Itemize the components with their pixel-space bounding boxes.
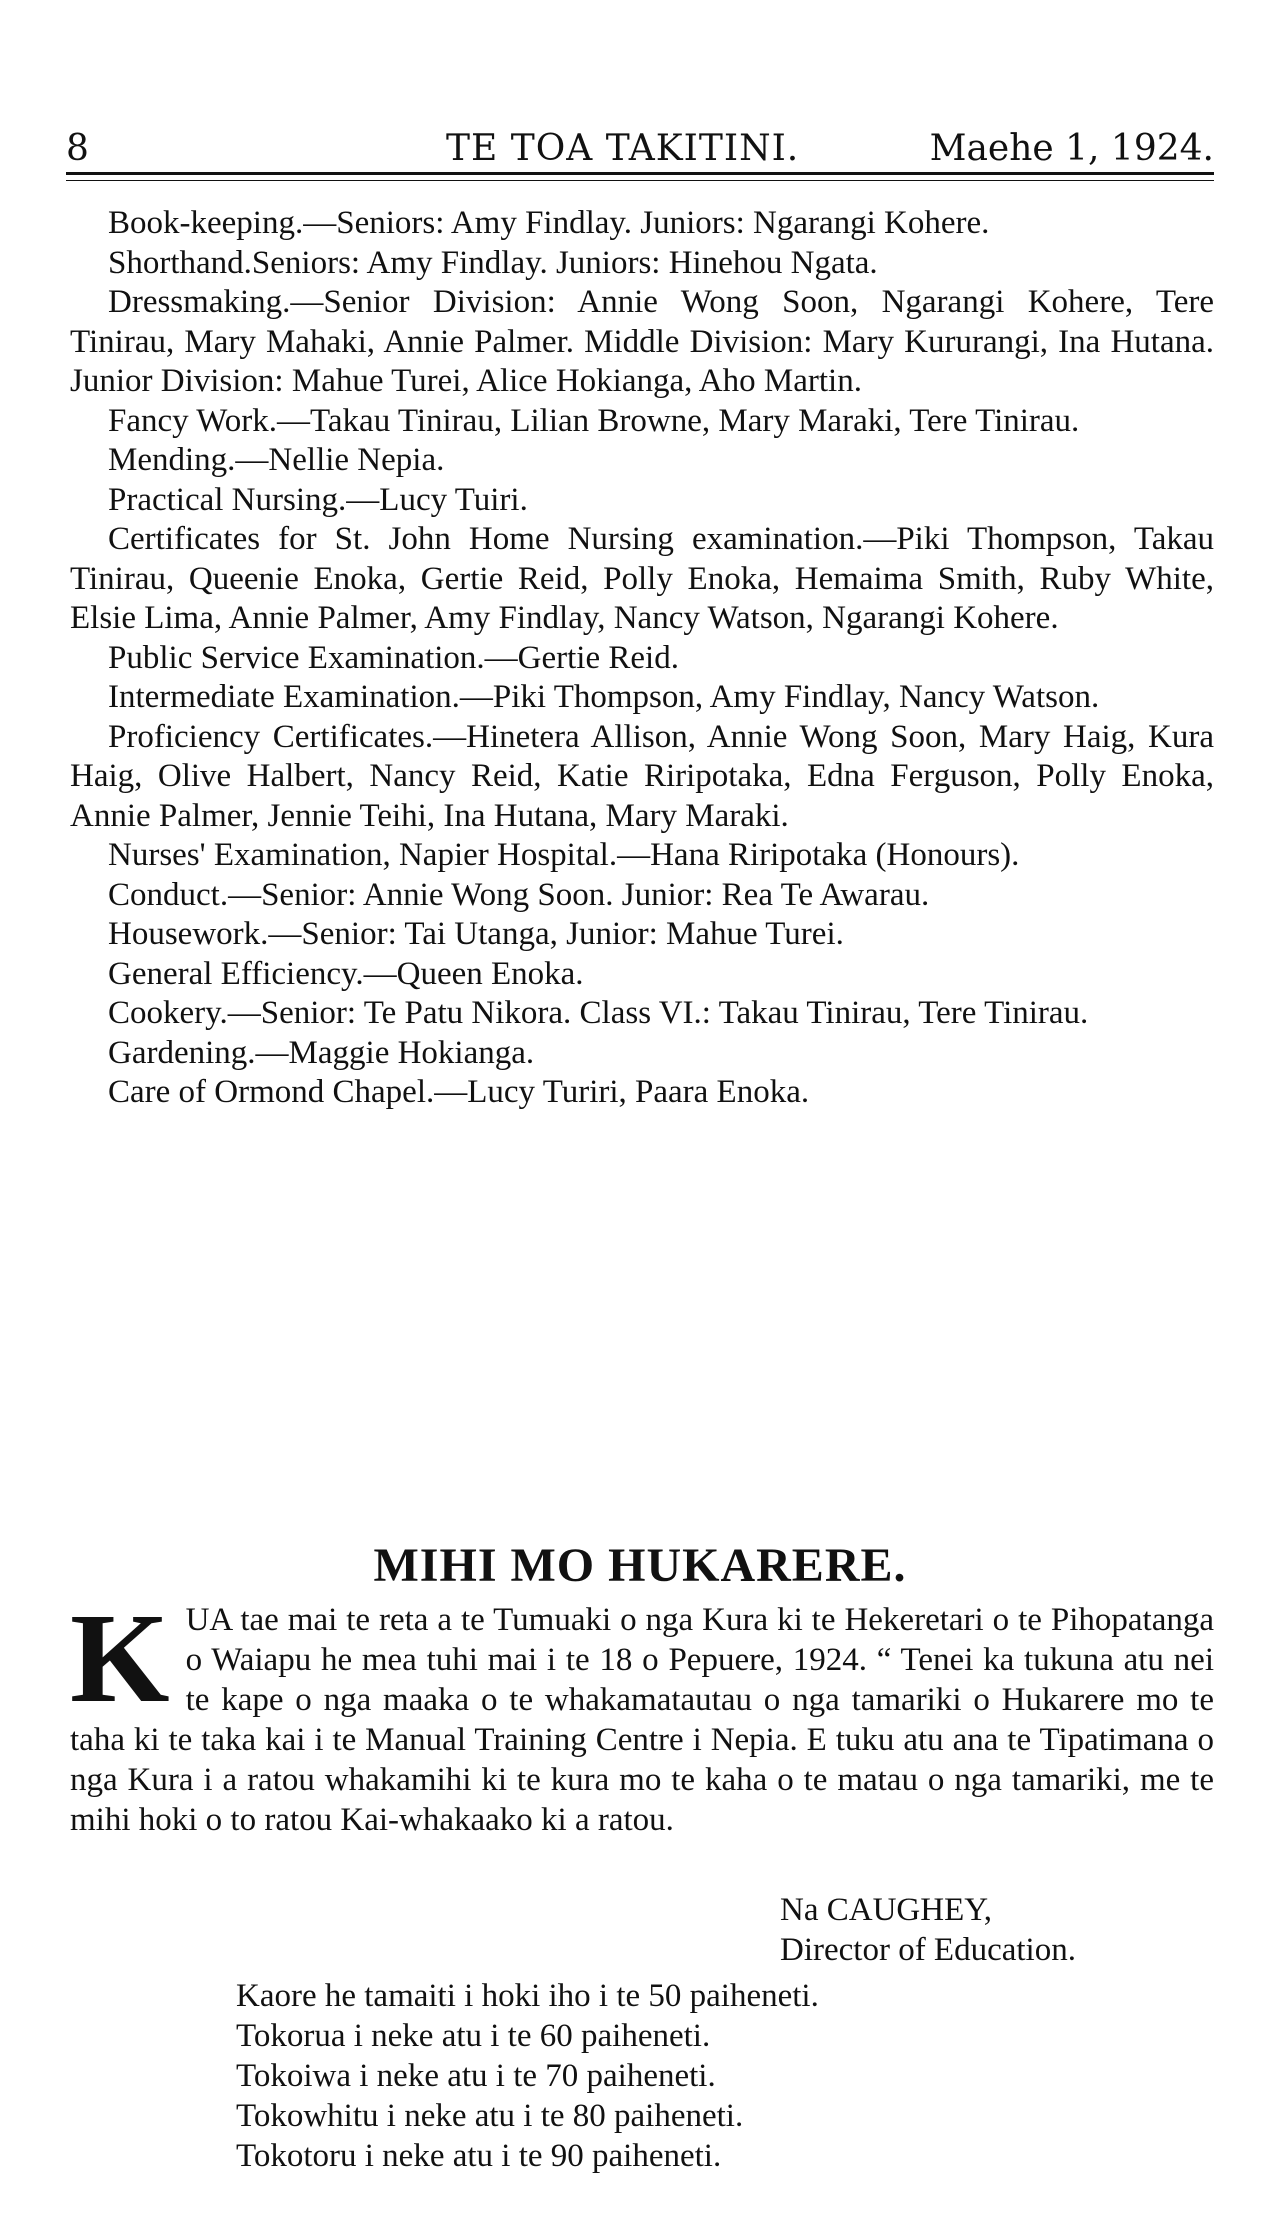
award-entry [70,955,1214,995]
publication-title: TE TOA TAKITINI. [446,128,800,169]
award-category: Shorthand. [108,244,252,281]
award-category: Certificates for St. John Home Nursing examination. [108,521,864,557]
award-entry [70,876,1214,916]
signature-name: Na CAUGHEY, [780,1892,993,1928]
result-line: Kaore he tamaiti i hoki iho i te 50 paiheneti. [236,1978,819,2014]
award-text: Seniors: Amy Findlay. Juniors: Hinehou Ngata. [251,244,878,281]
signature-block [780,1890,1076,1970]
award-entry [70,441,1214,481]
award-category: Cookery. [108,995,228,1031]
award-category: Proficiency Certificates. [108,718,434,755]
award-text: —Maggie Hokianga. [255,1034,535,1071]
section-title: MIHI MO HUKARERE. [373,1539,907,1592]
signature-title: Director of Education. [780,1932,1076,1968]
award-text: —Nellie Nepia. [235,442,445,478]
award-category: Mending. [108,442,236,478]
result-line: Tokotoru i neke atu i te 90 paiheneti. [236,2138,722,2174]
awards-list [70,204,1214,1113]
award-category: Dressmaking. [108,284,291,320]
award-entry [70,1073,1214,1113]
award-category: Care of Ormond Chapel. [108,1074,435,1110]
award-category: Fancy Work. [108,402,278,439]
award-entry [70,402,1214,442]
award-text: —Lucy Turiri, Paara Enoka. [434,1074,810,1110]
page-header [66,128,1214,176]
award-entry [70,1034,1214,1074]
award-entry [70,718,1214,837]
result-line: Tokorua i neke atu i te 60 paiheneti. [236,2018,711,2054]
award-category: Conduct. [108,876,229,913]
award-entry [70,994,1214,1034]
award-entry [70,639,1214,679]
award-category: Gardening. [108,1034,256,1071]
result-line: Tokoiwa i neke atu i te 70 paiheneti. [236,2058,716,2094]
award-category: General Efficiency. [108,955,364,992]
issue-date: Maehe 1, 1924. [929,128,1214,169]
award-entry [70,283,1214,402]
award-entry [70,520,1214,639]
award-text: —Seniors: Amy Findlay. Juniors: Ngarangi Kohere. [303,205,990,241]
award-text: —Senior: Annie Wong Soon. Junior: Rea Te Awarau. [228,876,930,913]
award-category: Public Service Examination. [108,639,485,676]
award-text: —Senior: Tai Utanga, Junior: Mahue Turei. [268,916,844,952]
award-text: —Hana Riripotaka (Honours). [617,837,1020,873]
header-rule-thin [66,180,1214,181]
award-entry [70,244,1214,284]
award-text: —Piki Thompson, Amy Findlay, Nancy Watson. [459,679,1100,715]
award-text: —Hinetera Allison, Annie Wong Soon, Mary Haig, Kura Haig, Olive Halbert, Nancy Reid, Katie Riripotaka, Edna Ferguson, Polly Enoka, Annie Palmer, Jennie Teihi, Ina Hutana, Mary Maraki. [70,718,1215,834]
award-text: —Senior Division: Annie Wong Soon, Ngarangi Kohere, Tere Tinirau, Mary Mahaki, Annie Palmer. Middle Division: Mary Kururangi, Ina Hutana. Junior Division: Mahue Turei, Alice Hokianga, Aho Martin. [70,284,1214,399]
award-entry [70,836,1214,876]
award-text: —Gertie Reid. [484,639,679,676]
letter-text: UA tae mai te reta a te Tumuaki o nga Kura ki te Hekeretari o te Pihopatanga o Waiapu he mea tuhi mai i te 18 o Pepuere, 1924. “ Tenei ka tukuna atu nei te kape o nga maaka o te whakamatautau o nga tamariki o Hukarere mo te taha ki te taka kai i te Manual Training Centre i Nepia. E tuku atu ana te Tipatimana o nga Kura i a ratou whakamihi ki te kura mo te kaha o te matau o nga tamariki, me te mihi hoki o to ratou Kai-whakaako ki a ratou. [70,1602,1214,1838]
award-category: Nurses' Examination, Napier Hospital. [108,837,618,873]
drop-cap: K [70,1587,170,1729]
letter-body [70,1587,1214,1840]
result-line: Tokowhitu i neke atu i te 80 paiheneti. [236,2098,744,2134]
award-entry [70,204,1214,244]
header-rule-thick [66,172,1214,175]
results-list [236,1976,819,2176]
award-text: —Queen Enoka. [363,955,584,992]
page-number: 8 [66,128,89,169]
award-text: —Senior: Te Patu Nikora. Class VI.: Takau Tinirau, Tere Tinirau. [227,995,1089,1031]
award-category: Housework. [108,916,269,952]
award-entry [70,915,1214,955]
award-entry [70,481,1214,521]
award-text: —Piki Thompson, Takau Tinirau, Queenie Enoka, Gertie Reid, Polly Enoka, Hemaima Smith, Ruby White, Elsie Lima, Annie Palmer, Amy Findlay, Nancy Watson, Ngarangi Kohere. [70,521,1214,636]
award-entry [70,678,1214,718]
award-text: —Takau Tinirau, Lilian Browne, Mary Maraki, Tere Tinirau. [277,402,1080,439]
award-text: —Lucy Tuiri. [346,481,528,518]
award-category: Practical Nursing. [108,481,347,518]
award-category: Book-keeping. [108,205,304,241]
award-category: Intermediate Examination. [108,679,460,715]
